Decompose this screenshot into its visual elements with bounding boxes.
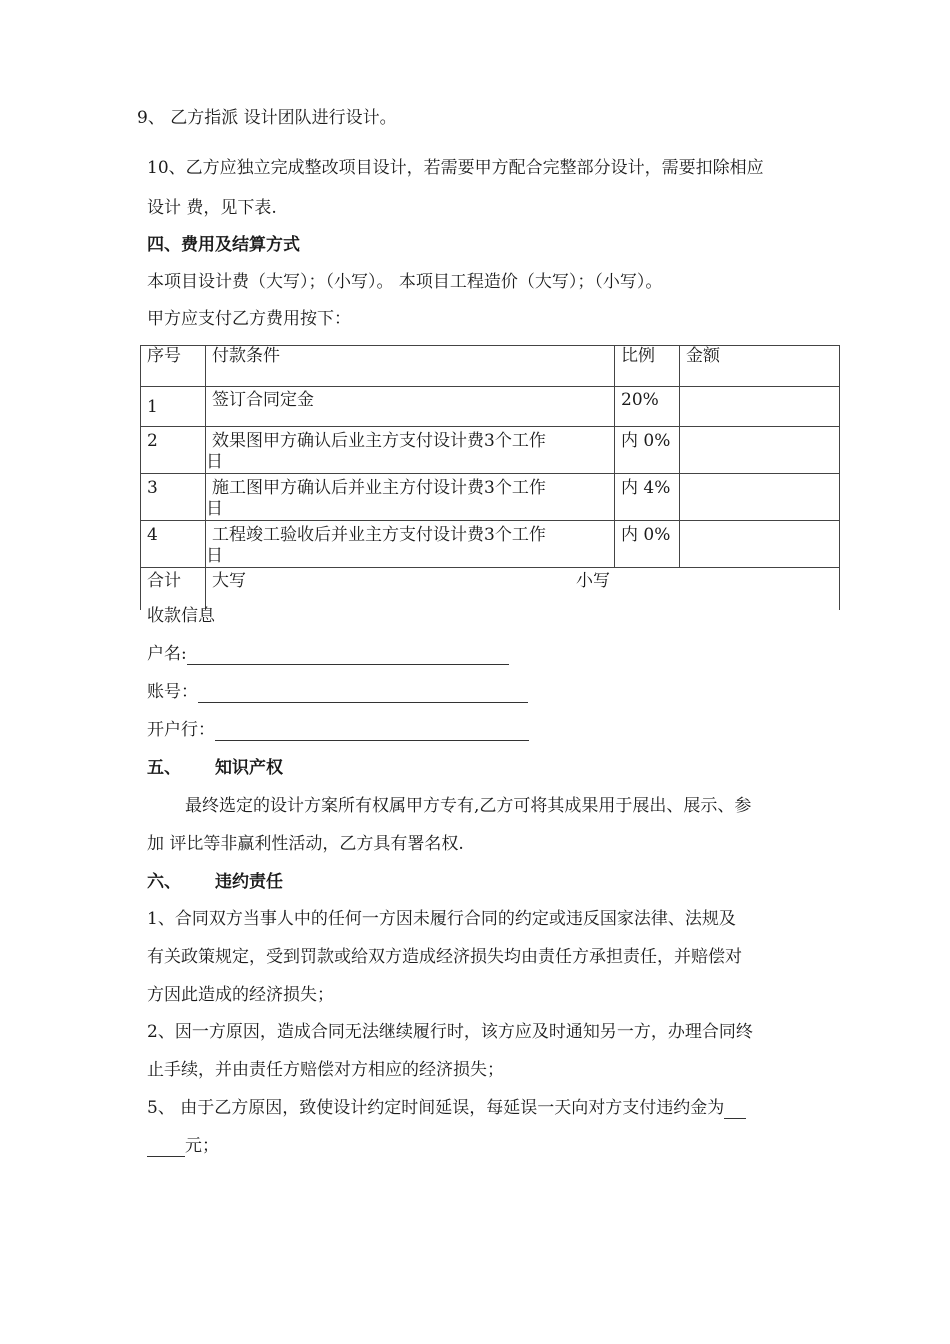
row-condition-text: 施工图甲方确认后并业主方付设计费3个工作 [212, 478, 546, 498]
total-lower-label: 小写 [576, 571, 610, 591]
table-row [141, 427, 840, 474]
row-condition [206, 427, 615, 474]
row-condition [206, 387, 615, 427]
section-6-item2-line1: 2、因一方原因，造成合同无法继续履行时，该方应及时通知另一方，办理合同终 [147, 1022, 753, 1042]
section-5-title: 知识产权 [215, 758, 283, 778]
penalty-amount-blank-b[interactable] [147, 1138, 185, 1157]
row-no: 4 [141, 521, 206, 568]
header-condition: 付款条件 [206, 346, 615, 387]
row-no: 1 [141, 387, 206, 427]
section-6-item1-line3: 方因此造成的经济损失； [147, 985, 334, 1005]
row-no: 3 [141, 474, 206, 521]
table-row [141, 474, 840, 521]
row-condition-text: 工程竣工验收后并业主方支付设计费3个工作 [212, 525, 546, 545]
section-4-heading: 四、费用及结算方式 [147, 235, 300, 255]
section-6-item5-line1 [147, 1097, 746, 1119]
row-amount [680, 427, 840, 474]
table-header-row [141, 346, 840, 387]
section-5-number: 五、 [147, 758, 181, 778]
row-ratio: 20% [615, 387, 680, 427]
payee-name-label: 户名: [147, 644, 187, 664]
row-ratio: 内 0% [615, 427, 680, 474]
section-6-item5-line2 [147, 1135, 219, 1157]
section-6-item1-line2: 有关政策规定，受到罚款或给双方造成经济损失均由责任方承担责任，并赔偿对 [147, 947, 742, 967]
penalty-amount-blank-a[interactable] [724, 1100, 746, 1119]
row-amount [680, 521, 840, 568]
payee-bank-row [147, 719, 529, 741]
section-6-item2-line2: 止手续，并由责任方赔偿对方相应的经济损失； [147, 1060, 504, 1080]
row-ratio: 内 4% [615, 474, 680, 521]
section-6-item5-text: 5、 由于乙方原因，致使设计约定时间延误，每延误一天向对方支付违约金为 [147, 1098, 725, 1118]
payee-bank-blank[interactable] [215, 722, 529, 741]
table-row [141, 387, 840, 427]
header-amount: 金额 [680, 346, 840, 387]
pay-intro: 甲方应支付乙方费用按下： [147, 309, 351, 329]
row-condition [206, 474, 615, 521]
section-6-item1-line1: 1、合同双方当事人中的任何一方因未履行合同的约定或违反国家法律、法规及 [147, 909, 736, 929]
total-cell [206, 568, 840, 610]
section-5-line2: 加 评比等非赢利性活动，乙方具有署名权. [147, 834, 464, 854]
row-no: 2 [141, 427, 206, 474]
total-upper-label: 大写 [212, 571, 246, 591]
row-condition-wrap: 日 [206, 452, 223, 472]
clause-10-line1: 10、乙方应独立完成整改项目设计，若需要甲方配合完整部分设计，需要扣除相应 [147, 158, 764, 178]
payee-account-blank[interactable] [198, 684, 528, 703]
row-amount [680, 474, 840, 521]
payment-table [140, 345, 840, 610]
payee-bank-label: 开户行： [147, 720, 215, 740]
section-6-number: 六、 [147, 872, 181, 892]
section-6-title: 违约责任 [215, 872, 283, 892]
payee-account-row [147, 681, 528, 703]
header-ratio: 比例 [615, 346, 680, 387]
row-condition-wrap: 日 [206, 499, 223, 519]
section-5-line1: 最终选定的设计方案所有权属甲方专有,乙方可将其成果用于展出、展示、参 [185, 796, 752, 816]
row-condition-text: 效果图甲方确认后业主方支付设计费3个工作 [212, 431, 546, 451]
fee-line: 本项目设计费（大写）；（小写）。 本项目工程造价（大写）；（小写）。 [147, 272, 663, 292]
row-ratio: 内 0% [615, 521, 680, 568]
payee-name-blank[interactable] [187, 646, 509, 665]
row-amount [680, 387, 840, 427]
table-row [141, 521, 840, 568]
payee-account-label: 账号： [147, 682, 198, 702]
clause-9: 9、 乙方指派 设计团队进行设计。 [137, 108, 397, 128]
clause-10-line2: 设计 费，见下表. [147, 198, 277, 218]
payee-name-row [147, 643, 509, 665]
row-condition-text: 签订合同定金 [212, 390, 314, 410]
section-6-item5-suffix: 元； [185, 1136, 219, 1156]
total-label: 合计 [141, 568, 206, 610]
row-condition-wrap: 日 [206, 546, 223, 566]
table-total-row [141, 568, 840, 610]
header-no: 序号 [141, 346, 206, 387]
payee-title: 收款信息 [147, 606, 215, 626]
row-condition [206, 521, 615, 568]
